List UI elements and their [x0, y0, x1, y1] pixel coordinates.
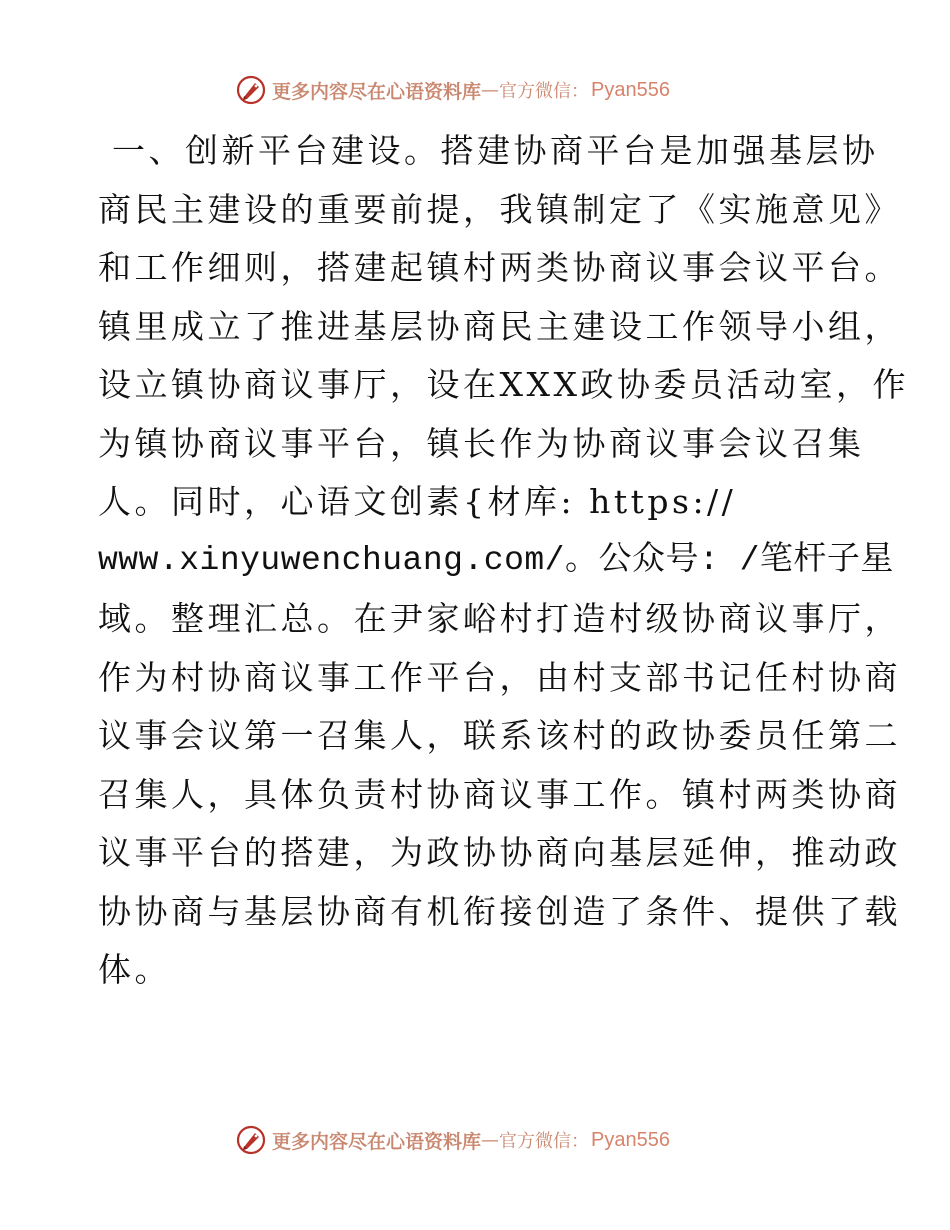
body-line: 议事会议第一召集人，联系该村的政协委员任第二	[98, 716, 901, 755]
body-line: 一、创新平台建设。搭建协商平台是加强基层协	[112, 131, 879, 170]
banner-site-text: 更多内容尽在心语资料库	[272, 80, 482, 103]
header-banner	[236, 72, 670, 108]
body-line: 为镇协商议事平台，镇长作为协商议事会议召集	[98, 423, 865, 463]
body-line: 和工作细则，搭建起镇村两类协商议事会议平台。	[98, 248, 901, 287]
body-line: 设立镇协商议事厅，设在XXX政协委员活动室，作	[98, 365, 909, 404]
body-line: 协协商与基层协商有机衔接创造了条件、提供了载	[98, 891, 901, 931]
document-body	[98, 122, 909, 1000]
pen-nib-logo-icon	[236, 75, 266, 105]
pen-nib-logo-icon	[236, 1125, 266, 1155]
banner-wechat-label: 官方微信：	[499, 1131, 590, 1152]
banner-dash: —	[481, 79, 500, 101]
body-line: www.xinyuwenchuang.com/。公众号: /笔杆子星	[98, 541, 894, 579]
banner-wechat-handle: Pyan556	[591, 78, 670, 101]
body-line: 人。同时，心语文创素{材库: https://	[98, 482, 737, 521]
body-line: 作为村协商议事工作平台，由村支部书记任村协商	[98, 657, 901, 697]
body-line: 商民主建设的重要前提，我镇制定了《实施意见》	[98, 189, 901, 229]
footer-banner	[236, 1122, 670, 1158]
body-line: 域。整理汇总。在尹家峪村打造村级协商议事厅，	[98, 599, 901, 638]
body-line: 体。	[98, 950, 171, 989]
banner-site-text: 更多内容尽在心语资料库	[272, 1130, 482, 1153]
banner-dash: —	[481, 1129, 500, 1151]
body-line: 镇里成立了推进基层协商民主建设工作领导小组，	[98, 306, 901, 346]
banner-wechat-handle: Pyan556	[591, 1128, 670, 1151]
body-line: 召集人，具体负责村协商议事工作。镇村两类协商	[98, 774, 901, 814]
body-line: 议事平台的搭建，为政协协商向基层延伸，推动政	[98, 833, 901, 872]
banner-wechat-label: 官方微信：	[499, 81, 590, 102]
